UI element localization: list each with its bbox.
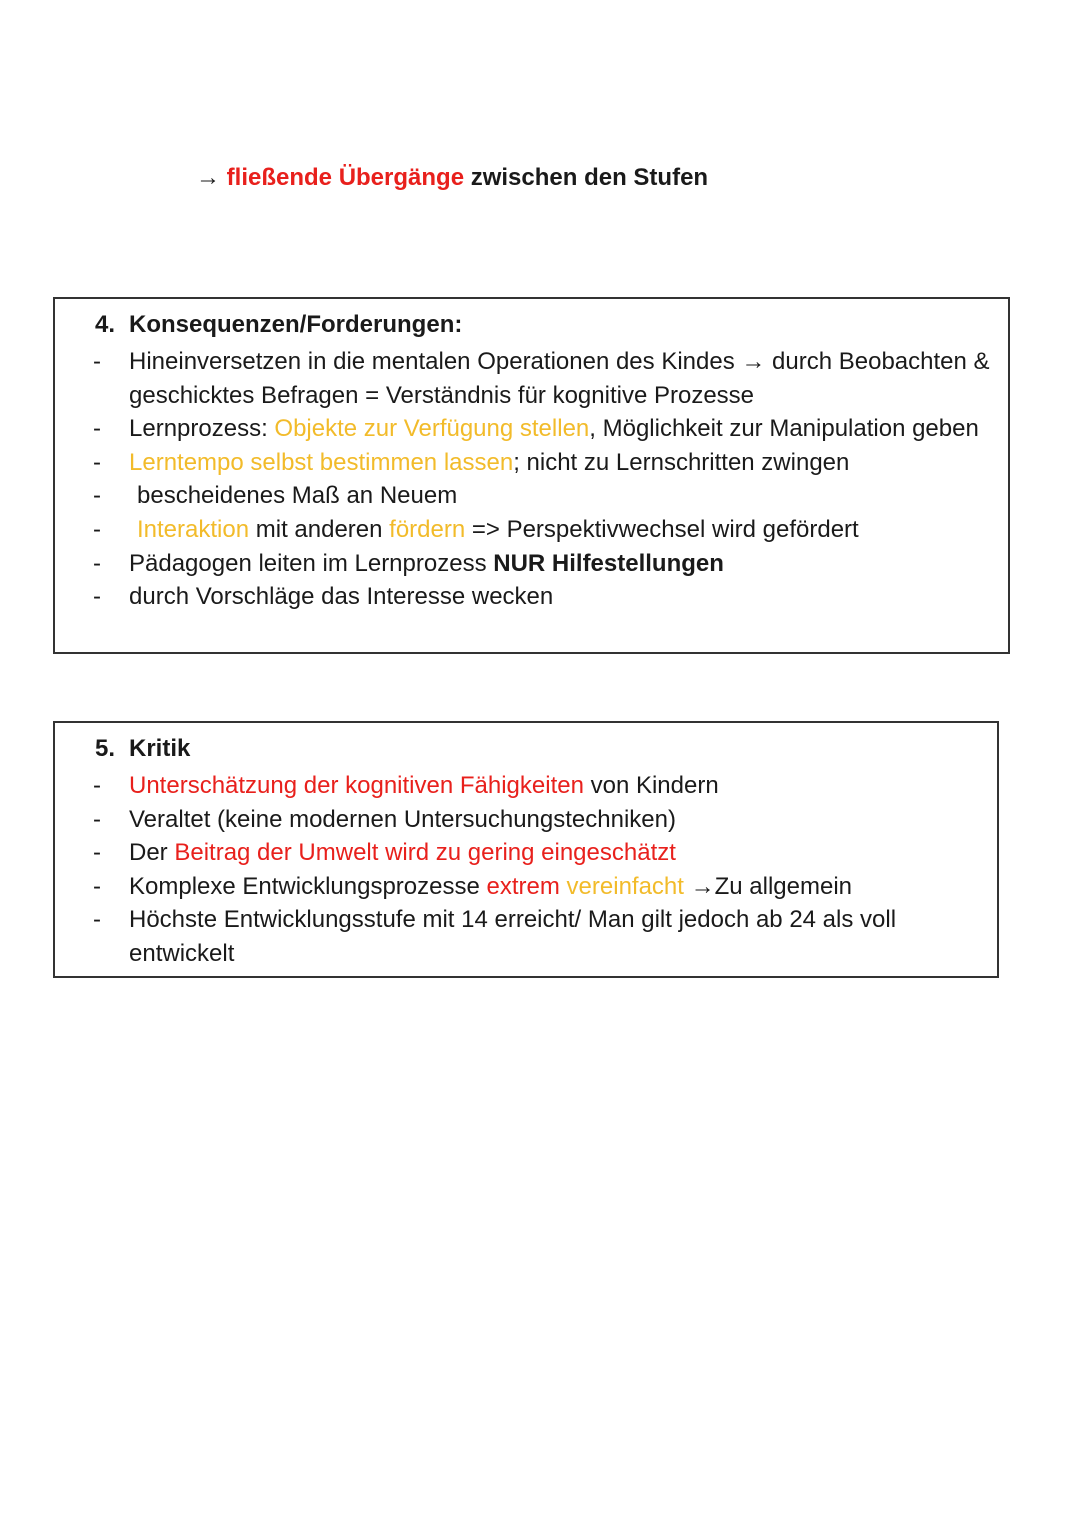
text-segment: von Kindern: [583, 772, 719, 799]
section-heading: [95, 311, 462, 339]
text-segment: => Perspektivwechsel wird gefördert: [465, 515, 859, 543]
highlight-yellow: Interaktion: [137, 515, 250, 543]
list-item-text: Hineinversetzen in die mentalen Operationen des Kindes → durch Beobachten & geschicktes Befragen = Verständnis für kognitive Prozesse: [129, 348, 990, 409]
highlight-red: Unterschätzung der kognitiven Fähigkeiten: [129, 772, 584, 799]
transition-rest: zwischen den Stufen: [464, 164, 709, 191]
list-item-text: [129, 513, 998, 547]
text-segment: ; nicht zu Lernschritten zwingen: [513, 448, 850, 476]
list-item: [93, 580, 998, 614]
highlight-red: Beitrag der Umwelt wird zu gering eingeschätzt: [174, 839, 676, 867]
text-segment: bescheidenes Maß an Neuem: [137, 482, 458, 510]
section-title: Kritik: [129, 735, 191, 762]
transition-note: [196, 164, 708, 192]
text-segment: Lernprozess:: [129, 415, 275, 443]
list-item: [93, 412, 998, 446]
text-segment: →Zu allgemein: [683, 872, 853, 900]
transition-highlight: fließende Übergänge: [226, 164, 465, 191]
dash-bullet: -: [93, 515, 101, 543]
dash-bullet: -: [93, 415, 101, 443]
list-item: [93, 345, 998, 412]
list-item-text: [129, 769, 987, 803]
highlight-yellow: Objekte zur Verfügung stellen: [274, 415, 590, 443]
criticism-list: [93, 769, 987, 971]
dash-bullet: -: [93, 583, 101, 611]
list-item-text: [129, 479, 998, 513]
list-item-text: Veraltet (keine modernen Untersuchungstechniken): [129, 805, 676, 833]
section-number: 5.: [95, 735, 116, 762]
section-heading: [95, 735, 190, 763]
list-item-text: [129, 446, 998, 480]
text-segment: , Möglichkeit zur Manipulation geben: [589, 415, 979, 443]
dash-bullet: -: [93, 872, 101, 900]
dash-bullet: -: [93, 805, 101, 833]
dash-bullet: -: [93, 448, 101, 476]
dash-bullet: -: [93, 839, 101, 867]
section-kritik-box: [53, 721, 999, 978]
list-item: [93, 479, 998, 513]
text-segment: Der: [129, 839, 175, 867]
list-item: [93, 803, 987, 837]
consequences-list: [93, 345, 998, 614]
list-item-text: [129, 836, 987, 870]
dash-bullet: -: [93, 906, 101, 934]
bold-emphasis: NUR Hilfestellungen: [493, 549, 724, 577]
list-item: [93, 870, 987, 904]
list-item: [93, 903, 987, 970]
right-arrow-icon: →: [196, 164, 220, 191]
list-item: [93, 513, 998, 547]
dash-bullet: -: [93, 482, 101, 510]
dash-bullet: -: [93, 772, 101, 799]
list-item-text: [129, 870, 987, 904]
text-segment: Pädagogen leiten im Lernprozess: [129, 549, 494, 577]
highlight-yellow: vereinfacht: [559, 872, 684, 900]
section-konsequenzen-box: [53, 297, 1010, 654]
list-item-text: Höchste Entwicklungsstufe mit 14 erreicht/ Man gilt jedoch ab 24 als voll entwickelt: [129, 906, 897, 967]
highlight-red: extrem: [486, 872, 560, 900]
section-number: 4.: [95, 311, 116, 338]
dash-bullet: -: [93, 348, 101, 375]
list-item: [93, 769, 987, 803]
dash-bullet: -: [93, 549, 101, 577]
highlight-yellow: Lerntempo selbst bestimmen lassen: [129, 448, 514, 476]
list-item: [93, 547, 998, 581]
text-segment: Komplexe Entwicklungsprozesse: [129, 872, 487, 900]
list-item: [93, 836, 987, 870]
list-item-text: [129, 547, 998, 581]
text-segment: mit anderen: [249, 515, 390, 543]
section-title: Konsequenzen/Forderungen:: [129, 311, 463, 338]
list-item: [93, 446, 998, 480]
list-item-text: [129, 412, 998, 446]
list-item-text: durch Vorschläge das Interesse wecken: [129, 583, 554, 611]
highlight-yellow: fördern: [389, 515, 466, 543]
